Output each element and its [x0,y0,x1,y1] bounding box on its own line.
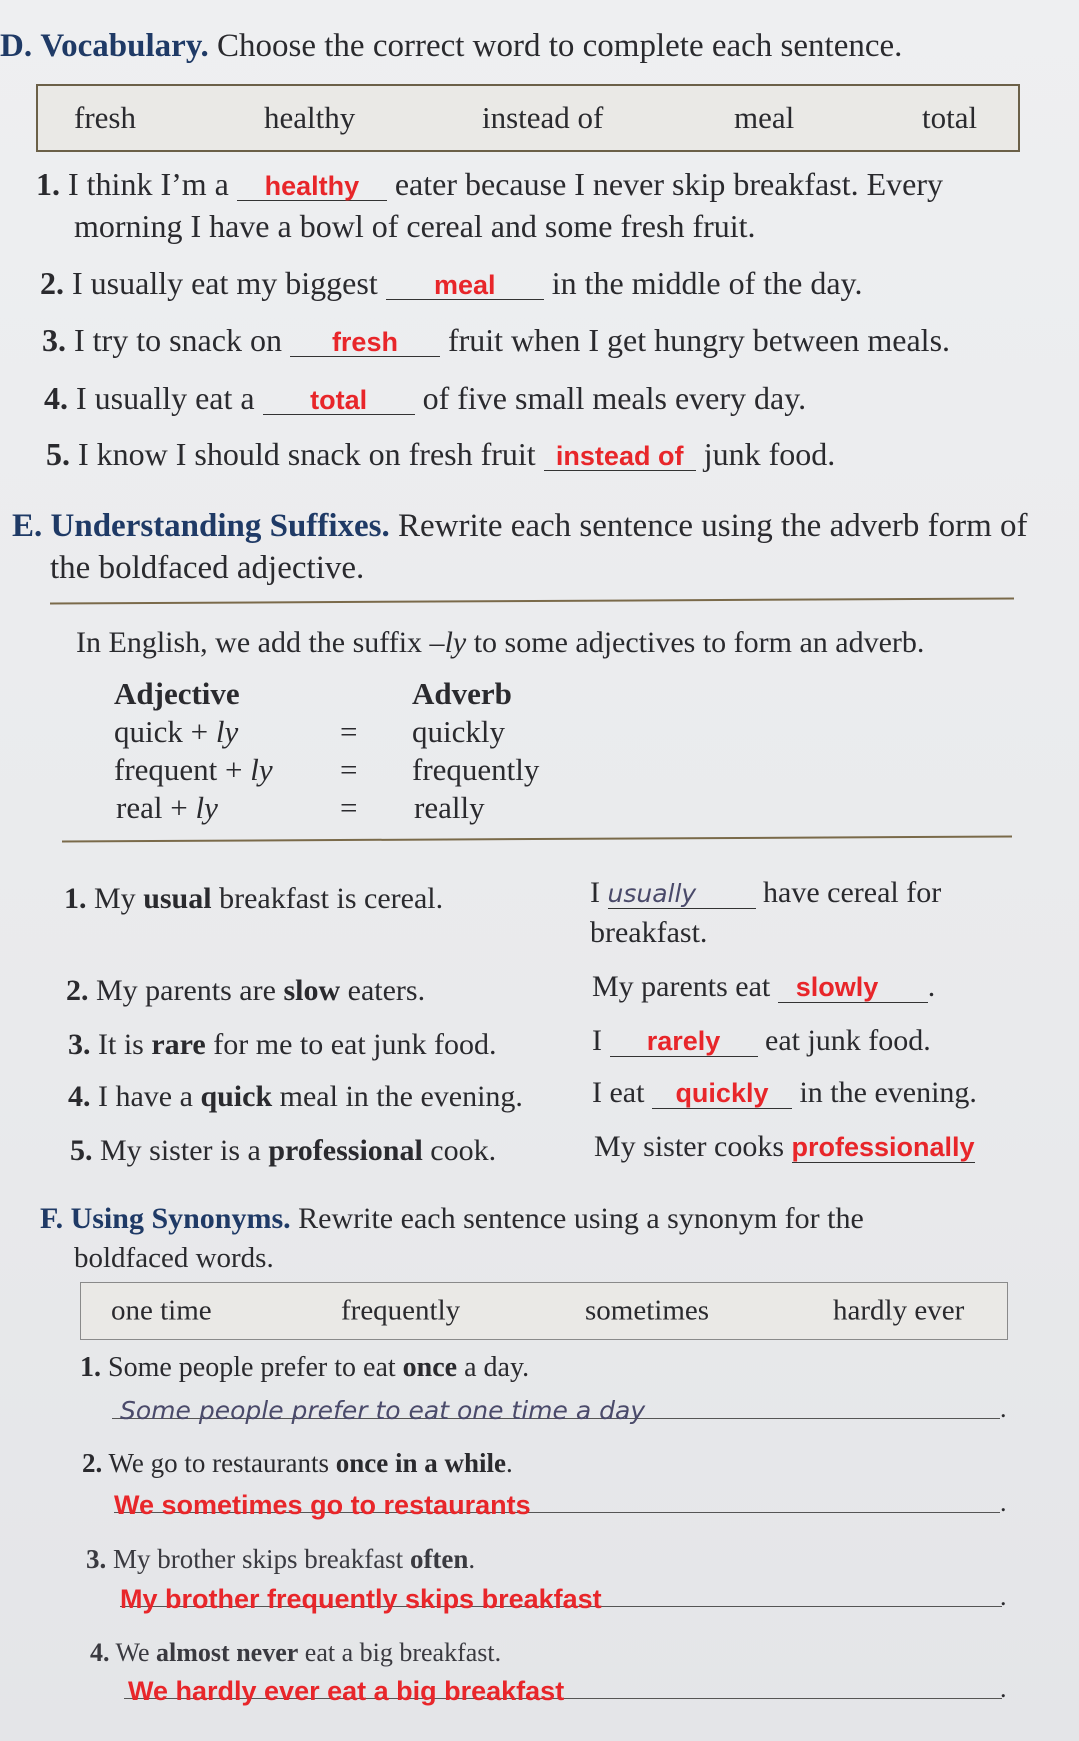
item-number: 2. [66,974,89,1007]
adjective: real [116,790,163,825]
word-box-item: total [922,100,978,135]
note-text: to some adjectives to form an adverb. [466,626,925,659]
plus-sign: + [170,790,188,825]
section-f-item-3-answer: My brother frequently skips breakfast [120,1584,602,1614]
bold-adjective: rare [151,1028,206,1061]
item-number: 3. [86,1544,107,1574]
word-box-item: sometimes [585,1294,710,1327]
word-box-item: hardly ever [833,1294,965,1327]
section-e-item-4-rewrite [592,1076,977,1110]
item-number: 4. [90,1638,110,1667]
item-number: 1. [80,1352,101,1383]
item-number: 4. [68,1080,91,1113]
sentence-text: in the middle of the day. [551,265,863,301]
section-f-item-4-sentence [90,1638,501,1668]
section-f-title: Using Synonyms. [70,1202,291,1235]
plus-sign: + [190,714,209,749]
section-f-item-2-sentence [82,1448,513,1479]
answer-text: slowly [795,972,879,1002]
section-d-item-1-line2: morning I have a bowl of cereal and some fresh fruit. [74,208,756,244]
section-d-instruction: Choose the correct word to complete each sentence. [217,28,903,64]
sentence-text: for me to eat junk food. [213,1028,497,1061]
sentence-text: breakfast is cereal. [219,882,444,915]
sentence-text: cook. [430,1134,497,1167]
word-box-item: one time [111,1294,212,1327]
sentence-text: fruit when I get hungry between meals. [447,322,951,358]
section-d-item-1 [36,166,943,203]
answer-text: quickly [675,1078,769,1108]
answer-text: instead of [555,441,684,471]
answer-blank[interactable] [237,168,387,201]
suffix: ly [195,790,218,825]
section-d-item-3 [42,322,950,359]
section-f-item-1-answer: Some people prefer to eat one time a day [120,1396,646,1425]
item-number: 5. [70,1134,93,1167]
item-number: 3. [42,322,66,358]
answer-text: meal [433,270,496,300]
answer-blank[interactable] [792,1132,975,1163]
answer-text: total [310,385,368,415]
sentence-text: I try to snack on [74,322,282,358]
item-number: 1. [36,166,60,202]
answer-blank[interactable] [778,972,928,1003]
section-e-item-5-sentence [70,1134,496,1168]
sentence-text: It is [98,1028,144,1061]
bold-adjective: usual [143,882,212,915]
section-d-header [0,28,902,65]
item-number: 3. [68,1028,91,1061]
sentence-text: My [94,882,136,915]
section-f-instruction-line2: boldfaced words. [74,1242,274,1274]
bold-words: almost never [156,1638,299,1667]
section-d-title: Vocabulary. [40,28,209,64]
section-f-item-4-answer: We hardly ever eat a big breakfast [128,1676,565,1706]
sentence-text: My sister is a [100,1134,261,1167]
answer-blank[interactable] [652,1078,792,1109]
answer-blank[interactable] [386,267,544,300]
bold-adjective: slow [283,974,341,1007]
sentence-text: junk food. [703,436,836,472]
word-box-item: fresh [74,100,136,135]
item-number: 5. [46,436,70,472]
sentence-text: I usually eat a [76,380,255,416]
sentence-text: My parents are [96,974,276,1007]
answer-blank[interactable] [290,324,440,357]
sentence-text: . [468,1544,476,1574]
suffix-note [76,626,924,660]
equals-sign: = [340,752,358,787]
item-number: 1. [64,882,87,915]
sentence-text: I think I’m a [68,166,229,202]
section-e-item-3-rewrite [592,1024,931,1058]
rewrite-text: My sister cooks [594,1130,784,1163]
section-e-instruction: Rewrite each sentence using the adverb form of [398,508,1028,544]
bold-words: often [409,1544,469,1574]
answer-text: rarely [646,1026,721,1056]
section-d-item-4 [44,380,806,417]
adjective: quick [114,714,183,749]
answer-blank[interactable] [263,382,415,415]
note-text: In English, we add the suffix – [76,626,445,659]
answer-blank[interactable] [544,438,696,471]
word-box-item: instead of [482,100,604,135]
adverb: quickly [412,714,505,749]
section-e-instruction-line2: the boldfaced adjective. [50,550,365,586]
item-number: 4. [44,380,68,416]
table-header-adjective: Adjective [114,676,240,711]
section-e-header [12,508,1028,545]
note-suffix: ly [444,626,467,659]
section-f-letter: F. [40,1202,64,1235]
answer-text: fresh [331,327,398,357]
section-f-instruction: Rewrite each sentence using a synonym for the [298,1202,864,1235]
rewrite-text: eat junk food. [765,1024,931,1057]
section-e-item-2-sentence [66,974,425,1008]
suffix: ly [215,714,239,749]
sentence-text: eaters. [347,974,426,1007]
section-e-item-4-sentence [68,1080,523,1114]
sentence-text: eater because I never skip breakfast. Every [394,166,943,202]
section-f-word-box [80,1282,1008,1340]
rewrite-text: My parents eat [592,970,771,1003]
table-row [114,752,273,788]
rewrite-text: I [592,1024,602,1057]
sentence-text: eat a big breakfast. [304,1638,502,1667]
section-f-header [40,1202,864,1236]
item-number: 2. [40,265,64,301]
section-d-item-2 [40,265,862,302]
plus-sign: + [225,752,243,787]
word-box-item: frequently [341,1294,461,1327]
rewrite-text: I [590,876,600,909]
section-d-word-box [36,84,1020,152]
sentence-text: a day. [464,1352,530,1383]
word-box-item: healthy [264,100,356,135]
sentence-text: of five small meals every day. [422,380,807,416]
section-e-item-2-rewrite [592,970,935,1004]
period: . [1000,1394,1007,1423]
table-row [114,714,238,750]
answer-text: healthy [264,171,360,201]
sentence-text: My brother skips breakfast [113,1544,404,1574]
item-number: 2. [82,1448,103,1478]
bold-adjective: professional [268,1134,423,1167]
sentence-text: We [115,1638,150,1667]
section-f-item-1-sentence [80,1352,529,1384]
section-f-item-2-answer: We sometimes go to restaurants [114,1490,531,1520]
period: . [1000,1488,1007,1517]
table-row [116,790,218,826]
rewrite-text: have cereal for [763,876,942,909]
bold-words: once [402,1352,458,1383]
bold-words: once in a while [335,1448,507,1478]
period: . [1000,1674,1007,1703]
answer-blank[interactable] [610,1026,758,1057]
equals-sign: = [340,790,358,825]
suffix: ly [250,752,273,787]
section-e-item-1-rewrite [590,876,941,910]
adverb: frequently [412,752,540,787]
word-box-item: meal [734,100,795,135]
answer-text: usually [607,879,697,908]
section-e-item-3-sentence [68,1028,497,1062]
section-e-item-5-rewrite [594,1130,975,1164]
rewrite-text: I eat [592,1076,645,1109]
adverb: really [414,790,485,825]
equals-sign: = [340,714,358,749]
sentence-text: Some people prefer to eat [108,1352,396,1383]
section-e-letter: E. [12,508,43,544]
divider [50,597,1014,604]
sentence-text: . [506,1448,513,1478]
table-header-adverb: Adverb [412,676,512,711]
section-d-item-5 [46,436,835,473]
answer-text: professionally [791,1132,975,1162]
section-e-item-1-rewrite-line2: breakfast. [590,916,708,949]
sentence-text: I usually eat my biggest [72,265,378,301]
period: . [1000,1582,1007,1611]
bold-adjective: quick [200,1080,273,1113]
divider [62,836,1012,843]
sentence-text: We go to restaurants [108,1448,330,1478]
rewrite-text: . [927,970,936,1003]
answer-blank[interactable] [608,878,756,909]
section-d-letter: D. [0,28,33,64]
section-e-item-1-sentence [64,882,443,916]
sentence-text: meal in the evening. [279,1080,523,1113]
sentence-text: I have a [98,1080,193,1113]
rewrite-text: in the evening. [799,1076,977,1109]
section-e-title: Understanding Suffixes. [50,508,390,544]
adjective: frequent [114,752,218,787]
section-f-item-3-sentence [86,1544,475,1575]
sentence-text: I know I should snack on fresh fruit [78,436,536,472]
